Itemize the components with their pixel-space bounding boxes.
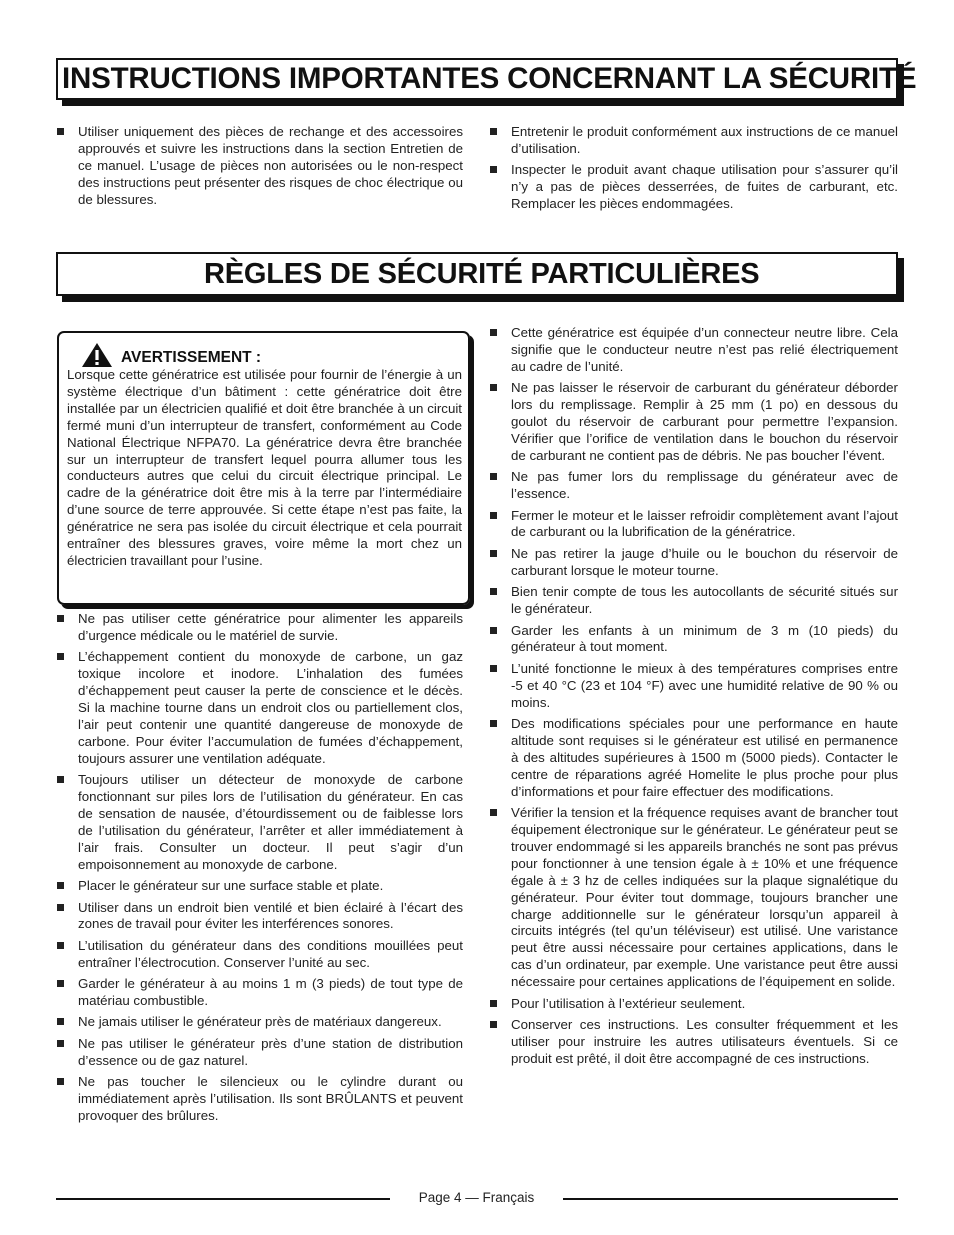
top-left-column — [57, 124, 463, 213]
warning-box — [57, 331, 470, 605]
warning-header — [67, 343, 462, 367]
warning-text: Lorsque cette génératrice est utilisée pour fournir de l’énergie à un système électrique d’un bâtiment : cette génératrice doit être installée par un électricien qualifié et doit être branchée à un circuit fermé muni d’un interrupteur de transfert, conformément au Code National Électrique NFPA70. La génératrice devra être branchée sur un interrupteur de transfert lequel pourra allumer tous les conducteurs autres que celui du circuit électrique principal. Le cadre de la génératrice doit être mis à la terre par l’intermédiaire d’une source de terre approuvée. Si cette étape n’est pas faite, la génératrice ne sera pas isolée du circuit électrique et cela pourrait entraîner des blessures graves, voire même la mort chez un électricien travaillant pour l’usine. — [67, 367, 462, 568]
bullet-item: Vérifier la tension et la fréquence requises avant de brancher tout équipement électronique sur le générateur. Le générateur peut se trouver endommagé si les appareils branchés ne sont pas prévus pour fonctionner à une tension égale à ± 10% et une fréquence égale à ± 3 hz de celles indiquées sur la plaque signalétique du générateur. Pour éviter tout dommage, toujours brancher une charge additionnelle sur le générateur lorsqu’un appareil à circuits intégrés (tel qu’un téléviseur) est utilisé. Une varistance peut être aussi nécessaire pour certaines applications, dans le cas d’un ordinateur, par exemple. Une varistance peut être aussi nécessaire pour certaines applications de l’équipement en solide. — [490, 805, 898, 991]
bullet-item: Bien tenir compte de tous les autocollants de sécurité situés sur le générateur. — [490, 584, 898, 618]
footer-rule-right — [563, 1198, 898, 1200]
bullet-item: Conserver ces instructions. Les consulter fréquemment et les utiliser pour instruire les autres utilisateurs éventuels. Si ce produit est prêté, il doit être accompagné de ces instructions. — [490, 1017, 898, 1068]
bullet-item: Toujours utiliser un détecteur de monoxyde de carbone fonctionnant sur piles lors de l’utilisation du générateur. En cas de sensation de nausée, d’étourdissement ou de faiblesse lors de l’utilisation du générateur, l’arrêter et aller immédiatement à l’air frais. Consulter un docteur. Il peut s’agir d’un empoisonnement au monoxyde de carbone. — [57, 772, 463, 873]
warning-title: AVERTISSEMENT : — [121, 349, 262, 366]
footer-rule-left — [56, 1198, 390, 1200]
bullet-item: Ne pas fumer lors du remplissage du générateur avec de l’essence. — [490, 469, 898, 503]
footer-page-label: Page 4 — Français — [418, 1190, 535, 1205]
bullet-item: Inspecter le produit avant chaque utilisation pour s’assurer qu’il n’y a pas de pièces desserrées, de fuites de carburant, etc. Remplacer les pièces endommagées. — [490, 162, 898, 213]
bottom-left-column — [57, 611, 463, 1129]
bullet-item: Ne pas toucher le silencieux ou le cylindre durant ou immédiatement après l’utilisation. Ils sont BRÛLANTS et peuvent provoquer des brûlures. — [57, 1074, 463, 1125]
bullet-item: L’échappement contient du monoxyde de carbone, un gaz toxique incolore et inodore. L’inhalation des fumées d’échappement peut causer la perte de conscience et le décès. Si la machine tourne dans un endroit clos ou partiellement clos, l’air peut contenir une quantité dangereuse de monoxyde de carbone. Pour éviter l’accumulation de fumées d’échappement, toujours assurer une ventilation adéquate. — [57, 649, 463, 767]
bullet-item: Pour l’utilisation à l’extérieur seulement. — [490, 996, 898, 1013]
bullet-item: Fermer le moteur et le laisser refroidir complètement avant l’ajout de carburant ou la lubrification de la génératrice. — [490, 508, 898, 542]
bullet-item: Ne jamais utiliser le générateur près de matériaux dangereux. — [57, 1014, 463, 1031]
section-title-important-instructions: INSTRUCTIONS IMPORTANTES CONCERNANT LA SÉCURITÉ — [56, 58, 898, 100]
bullet-item: Ne pas laisser le réservoir de carburant du générateur déborder lors du remplissage. Remplir à 25 mm (1 po) en dessous du goulot du réservoir de carburant pour permettre l’expansion. Vérifier que l’orifice de ventilation dans le bouchon du réservoir de carburant ne contient pas de débris. Ne pas boucher l’évent. — [490, 380, 898, 465]
warning-triangle-icon — [81, 342, 113, 368]
bullet-item: Entretenir le produit conformément aux instructions de ce manuel d’utilisation. — [490, 124, 898, 158]
bottom-right-column — [490, 325, 898, 1072]
bullet-item: Des modifications spéciales pour une performance en haute altitude sont requises si le générateur est utilisé en permanence à des altitudes supérieures à 1500 m (5000 pieds). Contacter le centre de réparations agréé Homelite le plus proche pour plus d’informations et pour faire effectuer des modifications. — [490, 716, 898, 801]
top-right-column — [490, 124, 898, 218]
bullet-item: Placer le générateur sur une surface stable et plate. — [57, 878, 463, 895]
bullet-item: Ne pas retirer la jauge d’huile ou le bouchon du réservoir de carburant lorsque le moteur tourne. — [490, 546, 898, 580]
bullet-item: L’utilisation du générateur dans des conditions mouillées peut entraîner l’électrocution. Conserver l’unité au sec. — [57, 938, 463, 972]
bullet-item: Ne pas utiliser cette génératrice pour alimenter les appareils d’urgence médicale ou le matériel de survie. — [57, 611, 463, 645]
bullet-item: Ne pas utiliser le générateur près d’une station de distribution d’essence ou de gaz naturel. — [57, 1036, 463, 1070]
bullet-item: Garder le générateur à au moins 1 m (3 pieds) de tout type de matériau combustible. — [57, 976, 463, 1010]
bullet-item: L’unité fonctionne le mieux à des températures comprises entre -5 et 40 °C (23 et 104 °F) avec une humidité relative de 90 % ou moins. — [490, 661, 898, 712]
bullet-item: Garder les enfants à un minimum de 3 m (10 pieds) du générateur à tout moment. — [490, 623, 898, 657]
bullet-item: Cette génératrice est équipée d’un connecteur neutre libre. Cela signifie que le conducteur neutre n’est pas relié électriquement au cadre de l’unité. — [490, 325, 898, 376]
section-title-special-rules: RÈGLES DE SÉCURITÉ PARTICULIÈRES — [56, 252, 898, 296]
bullet-item: Utiliser dans un endroit bien ventilé et bien éclairé à l’écart des zones de travail pour éviter les interférences sonores. — [57, 900, 463, 934]
bullet-item: Utiliser uniquement des pièces de rechange et des accessoires approuvés et suivre les instructions dans la section Entretien de ce manuel. L’usage de pièces non autorisées ou le non-respect des instructions peut présenter des risques de choc électrique ou de blessures. — [57, 124, 463, 209]
